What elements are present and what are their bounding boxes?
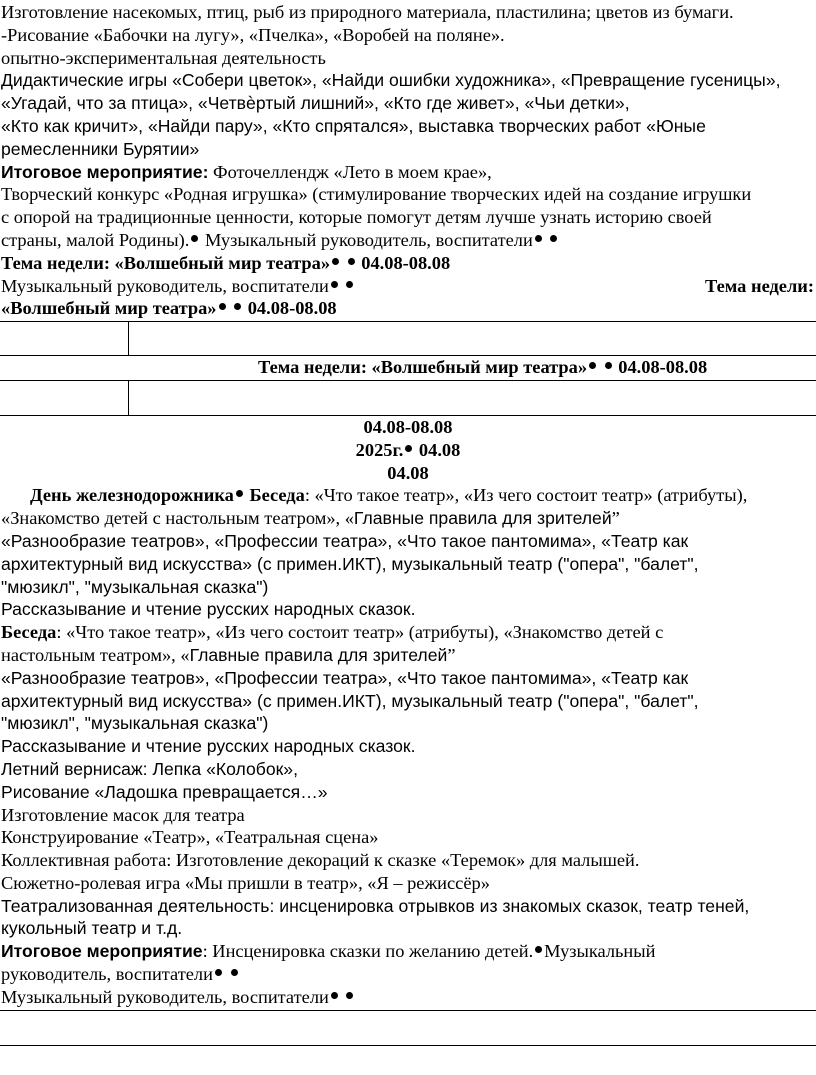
- text-line: [0, 963, 816, 986]
- drawing-text: -Рисование «Бабочки на лугу», «Пчелка», «Воробей на поляне».: [1, 24, 505, 45]
- didactic-games-text: «Кто как кричит», «Найди пару», «Кто спрятался», выставка творческих работ «Юные: [1, 115, 706, 136]
- text-line: [0, 47, 816, 70]
- text-line: [0, 1, 816, 24]
- bullet-icon: [331, 281, 338, 288]
- didactic-games-text: Дидактические игры «Собери цветок», «Найди ошибки художника», «Превращение гусеницы»,: [1, 70, 781, 91]
- theater-text: Театрализованная деятельность: инсценировка отрывков из знакомых сказок, театр теней,: [1, 895, 750, 916]
- text-line: [0, 183, 816, 206]
- text-line: [0, 530, 816, 553]
- date-line: [0, 439, 816, 462]
- talk-text: Главные правила для зрителей: [189, 644, 448, 665]
- week-theme-line: [0, 297, 816, 320]
- bullet-icon: [346, 992, 353, 999]
- crafts-text: Изготовление насекомых, птиц, рыб из природного материала, пластилина; цветов из бумаги.: [1, 2, 734, 22]
- week-dates: 04.08-08.08: [613, 357, 708, 378]
- text-line: [0, 115, 816, 138]
- bullet-icon: [219, 303, 226, 310]
- bullet-icon: [405, 445, 412, 452]
- text-line: [0, 895, 816, 918]
- responsible-text: Музыкальный руководитель, воспитатели: [200, 229, 533, 250]
- bullet-icon: [535, 235, 542, 242]
- contest-text: Творческий конкурс «Родная игрушка» (стимулирование творческих идей на создание игрушки: [1, 184, 752, 205]
- bullet-icon: [550, 235, 557, 242]
- text-line: [0, 161, 816, 184]
- week-theme-label: Тема недели:: [705, 275, 814, 296]
- text-line: [0, 986, 816, 1009]
- text-line: [0, 206, 816, 229]
- final-event-text: : Инсценировка сказки по желанию детей.: [202, 941, 534, 962]
- variety-text: "мюзикл", "музыкальная сказка"): [1, 713, 269, 734]
- text-line: [0, 940, 816, 963]
- variety-text: «Что такое пантомима», «Театр как: [392, 530, 689, 551]
- text-line: [0, 576, 816, 599]
- masks-text: Изготовление масок для театра: [1, 804, 245, 825]
- roleplay-text: Сюжетно-ролевая игра «Мы пришли в театр», «Я – режиссёр»: [1, 872, 490, 893]
- theater-text: кукольный театр и т.д.: [1, 918, 183, 939]
- week-theme: Тема недели: «Волшебный мир театра»: [1, 252, 331, 273]
- bullet-icon: [332, 258, 339, 265]
- text-line: [0, 804, 816, 827]
- didactic-games-text: «Угадай, что за птица», «Четвѐртый лишний», «Кто где живет», «Чьи детки»,: [1, 93, 630, 114]
- talk-text: «Знакомство детей с настольным театром», «: [1, 508, 354, 529]
- text-line: [0, 92, 816, 115]
- text-line: [0, 24, 816, 47]
- bullet-icon: [346, 281, 353, 288]
- construct-text: Конструирование «Театр», «Театральная сцена»: [1, 827, 379, 848]
- text-line: [0, 598, 816, 621]
- week-dates: 04.08-08.08: [356, 252, 451, 273]
- date-range-text: 04.08-08.08: [363, 416, 453, 437]
- week-theme-line: [0, 252, 816, 275]
- text-line: [0, 872, 816, 895]
- variety-text: «Что такое пантомима», «Театр как: [392, 667, 689, 688]
- didactic-games-text: ремесленники Бурятии»: [1, 138, 200, 159]
- bullet-icon: [191, 235, 198, 242]
- variety-text: «Разнообразие театров», «Профессии театра»,: [1, 530, 393, 551]
- bullet-icon: [234, 303, 241, 310]
- talk-text: : «Что такое театр», «Из чего состоит театр» (атрибуты), «Знакомство детей с: [56, 622, 664, 643]
- week-theme-line: [0, 356, 816, 379]
- holiday-title: День железнодорожника: [30, 485, 234, 506]
- date-line: [0, 462, 816, 485]
- day-date: 04.08: [387, 462, 429, 483]
- bullet-icon: [215, 969, 222, 976]
- text-line: [0, 826, 816, 849]
- week-dates: 04.08-08.08: [243, 298, 337, 319]
- variety-text: "мюзикл", "музыкальная сказка"): [1, 576, 269, 597]
- talk-text: ”: [611, 508, 620, 529]
- vernissage-text: Летний вернисаж: Лепка «Колобок»,: [1, 758, 298, 779]
- talk-text: : «Что такое театр», «Из чего состоит театр» (атрибуты),: [304, 485, 748, 506]
- text-line: [0, 735, 816, 758]
- text-line: [0, 781, 816, 804]
- table-border: [0, 1045, 816, 1046]
- contest-text: страны, малой Родины).: [1, 229, 190, 250]
- final-event-label: Итоговое мероприятие:: [1, 161, 209, 182]
- text-line: [0, 621, 816, 644]
- variety-text: архитектурный вид искусства» (с примен.ИКТ), музыкальный театр ("опера", "балет",: [1, 690, 699, 711]
- table-row: [0, 1011, 816, 1045]
- responsible-text: Музыкальный руководитель, воспитатели: [1, 986, 329, 1007]
- variety-text: архитектурный вид искусства» (с примен.ИКТ), музыкальный театр ("опера", "балет",: [1, 553, 699, 574]
- table-row: [0, 381, 816, 415]
- text-line: [0, 644, 816, 667]
- responsible-group: [1, 275, 355, 298]
- text-line: [0, 553, 816, 576]
- table-row: [0, 322, 816, 355]
- text-line: [0, 69, 816, 92]
- table-cell-divider: [128, 322, 129, 355]
- responsible-text: Музыкальный руководитель, воспитатели: [1, 275, 329, 296]
- talk-text: Главные правила для зрителей: [353, 508, 612, 529]
- text-line: [0, 138, 816, 161]
- week-theme: «Волшебный мир театра»: [1, 298, 217, 319]
- bullet-icon: [605, 362, 612, 369]
- text-line: [0, 849, 816, 872]
- day-date: 04.08: [414, 439, 461, 460]
- text-line: [0, 229, 816, 252]
- drawing-text: Рисование «Ладошка превращается…»: [1, 781, 328, 802]
- table-cell-divider: [128, 381, 129, 415]
- collective-text: Коллективная работа: Изготовление декораций к сказке «Теремок» для малышей.: [1, 850, 640, 871]
- talk-label: Беседа: [244, 485, 305, 506]
- final-event-label: Итоговое мероприятие: [1, 941, 203, 962]
- text-line: [0, 484, 816, 507]
- bullet-icon: [331, 992, 338, 999]
- text-line: [0, 690, 816, 713]
- text-line: [0, 507, 816, 530]
- variety-text: «Разнообразие театров», «Профессии театра»,: [1, 667, 393, 688]
- text-line: [0, 917, 816, 940]
- bullet-icon: [535, 946, 542, 953]
- talk-label: Беседа: [1, 622, 57, 643]
- talk-text: ”: [447, 644, 456, 665]
- responsible-text: Музыкальный: [544, 941, 656, 962]
- experiment-text: опытно-экспериментальная деятельность: [1, 47, 326, 68]
- text-line: [0, 758, 816, 781]
- text-line: [0, 712, 816, 735]
- final-event-text: Фоточеллендж «Лето в моем крае»,: [208, 161, 492, 182]
- reading-text: Рассказывание и чтение русских народных сказок.: [1, 736, 416, 757]
- week-theme: Тема недели: «Волшебный мир театра»: [258, 357, 588, 378]
- bullet-icon: [236, 490, 243, 497]
- text-line: [0, 275, 816, 298]
- responsible-text: руководитель, воспитатели: [1, 964, 213, 985]
- contest-text: с опорой на традиционные ценности, которые помогут детям лучше узнать историю своей: [1, 207, 712, 228]
- talk-text: настольным театром», «: [1, 644, 190, 665]
- bullet-icon: [589, 362, 596, 369]
- bullet-icon: [348, 258, 355, 265]
- reading-text: Рассказывание и чтение русских народных сказок.: [1, 599, 416, 620]
- date-range: [0, 416, 816, 439]
- text-line: [0, 667, 816, 690]
- bullet-icon: [231, 969, 238, 976]
- year-text: 2025г.: [355, 439, 404, 460]
